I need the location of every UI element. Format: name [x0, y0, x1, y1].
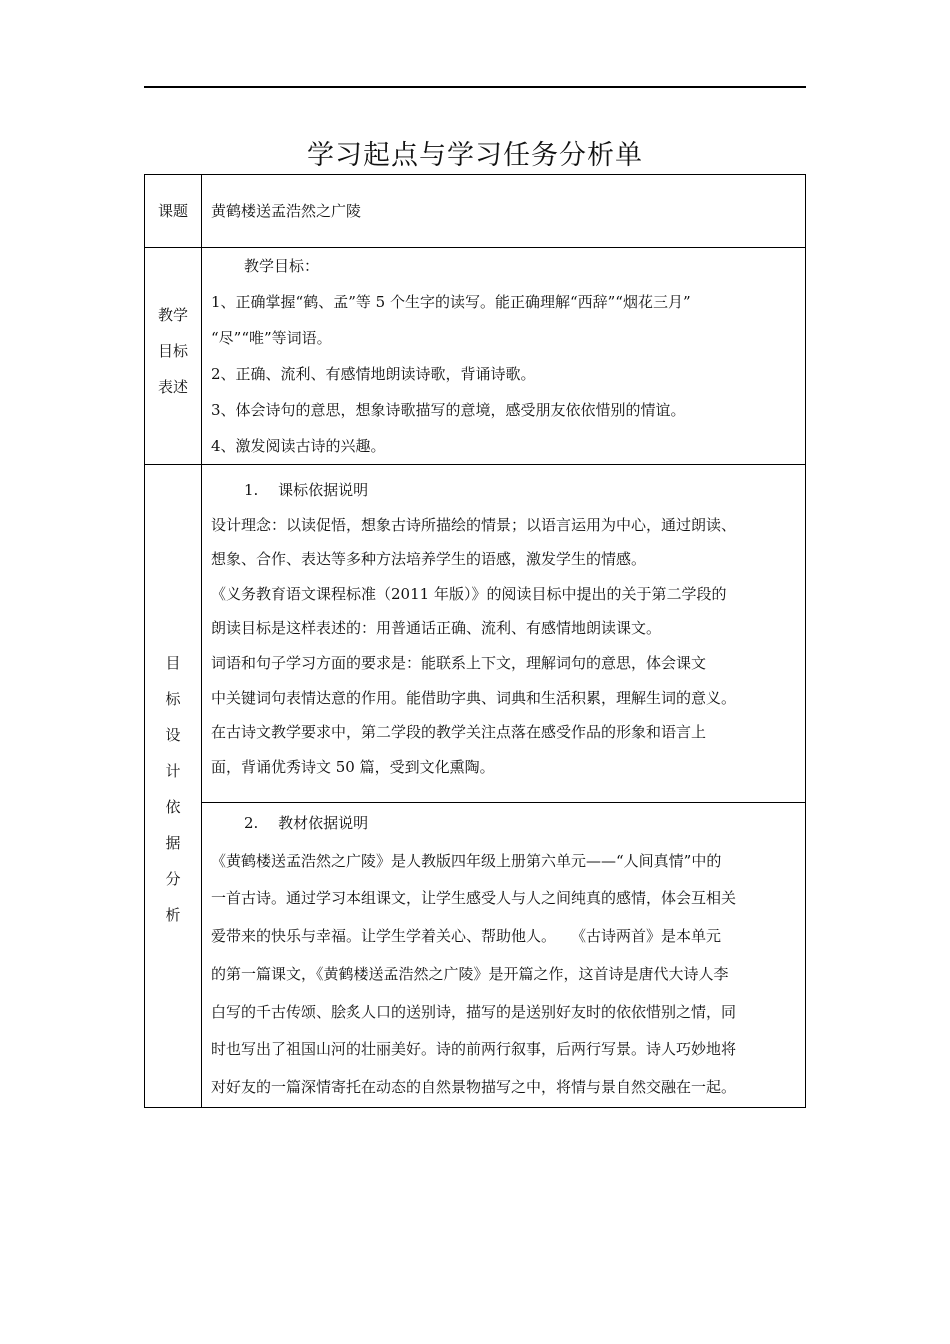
analysis-label-char: 目: [165, 654, 181, 672]
objectives-label-line: 教学: [157, 306, 188, 324]
objectives-label: [145, 297, 201, 405]
analysis-label-char: 设: [165, 726, 181, 744]
row-divider: [145, 464, 805, 465]
column-divider: [201, 175, 202, 1107]
curriculum-line: 中关键词句表情达意的作用。能借助字典、词典和生活积累，理解生词的意义。: [211, 688, 737, 707]
textbook-line: 《黄鹤楼送孟浩然之广陵》是人教版四年级上册第六单元——“人间真情”中的: [211, 851, 722, 870]
analysis-label-char: 计: [165, 762, 181, 780]
curriculum-line: 面，背诵优秀诗文 50 篇，受到文化熏陶。: [211, 757, 495, 776]
analysis-table: [144, 174, 806, 1108]
objectives-label-line: 目标: [157, 342, 188, 360]
curriculum-line: 在古诗文教学要求中，第二学段的教学关注点落在感受作品的形象和语言上: [211, 723, 707, 742]
objective-line: 3、体会诗句的意思，想象诗歌描写的意境，感受朋友依依惜别的情谊。: [211, 401, 686, 419]
textbook-basis-section: [211, 805, 795, 1107]
objective-line: 2、正确、流利、有感情地朗读诗歌，背诵诗歌。: [211, 365, 536, 383]
topic-label: 课题: [157, 202, 188, 220]
curriculum-line: 设计理念：以读促悟，想象古诗所描绘的情景；以语言运用为中心，通过朗读、: [211, 515, 737, 534]
analysis-label-char: 分: [165, 870, 181, 888]
analysis-label-char: 析: [165, 906, 181, 924]
analysis-label-char: 依: [165, 798, 181, 816]
objectives-label-line: 表述: [157, 378, 188, 396]
curriculum-line: 《义务教育语文课程标准（2011 年版）》的阅读目标中提出的关于第二学段的: [211, 584, 727, 603]
analysis-label-char: 据: [165, 834, 181, 852]
objective-line: “尽”“唯”等词语。: [211, 329, 332, 347]
section-divider: [201, 802, 805, 803]
page-title: 学习起点与学习任务分析单: [307, 140, 643, 171]
textbook-line: 爱带来的快乐与幸福。让学生学着关心、帮助他人。 《古诗两首》是本单元: [211, 927, 722, 946]
curriculum-line: 朗读目标是这样表述的：用普通话正确、流利、有感情地朗读课文。: [211, 619, 662, 638]
textbook-basis-heading: 2. 教材依据说明: [244, 814, 369, 832]
textbook-line: 对好友的一篇深情寄托在动态的自然景物描写之中，将情与景自然交融在一起。: [211, 1077, 737, 1096]
analysis-label: [145, 645, 201, 933]
curriculum-line: 词语和句子学习方面的要求是：能联系上下文，理解词句的意思，体会课文: [211, 653, 707, 672]
objectives-heading: 教学目标：: [244, 257, 320, 275]
curriculum-basis-heading: 1. 课标依据说明: [244, 481, 369, 499]
topic-text: 黄鹤楼送孟浩然之广陵: [211, 202, 362, 220]
objectives-content: [211, 248, 795, 464]
objective-line: 1、正确掌握“鹤、孟”等 5 个生字的读写。能正确理解“西辞”“烟花三月”: [211, 293, 691, 311]
analysis-label-char: 标: [165, 690, 181, 708]
curriculum-line: 想象、合作、表达等多种方法培养学生的语感，激发学生的情感。: [211, 550, 647, 569]
curriculum-basis-section: [211, 473, 795, 784]
textbook-line: 白写的千古传颂、脍炙人口的送别诗，描写的是送别好友时的依依惜别之情，同: [211, 1002, 737, 1021]
textbook-line: 的第一篇课文，《黄鹤楼送孟浩然之广陵》是开篇之作，这首诗是唐代大诗人李: [211, 964, 729, 983]
objective-line: 4、激发阅读古诗的兴趣。: [211, 437, 386, 455]
topic-value: [211, 193, 795, 229]
textbook-line: 一首古诗。通过学习本组课文，让学生感受人与人之间纯真的感情，体会互相关: [211, 889, 737, 908]
textbook-line: 时也写出了祖国山河的壮丽美好。诗的前两行叙事，后两行写景。诗人巧妙地将: [211, 1040, 737, 1059]
top-rule: [144, 86, 806, 88]
